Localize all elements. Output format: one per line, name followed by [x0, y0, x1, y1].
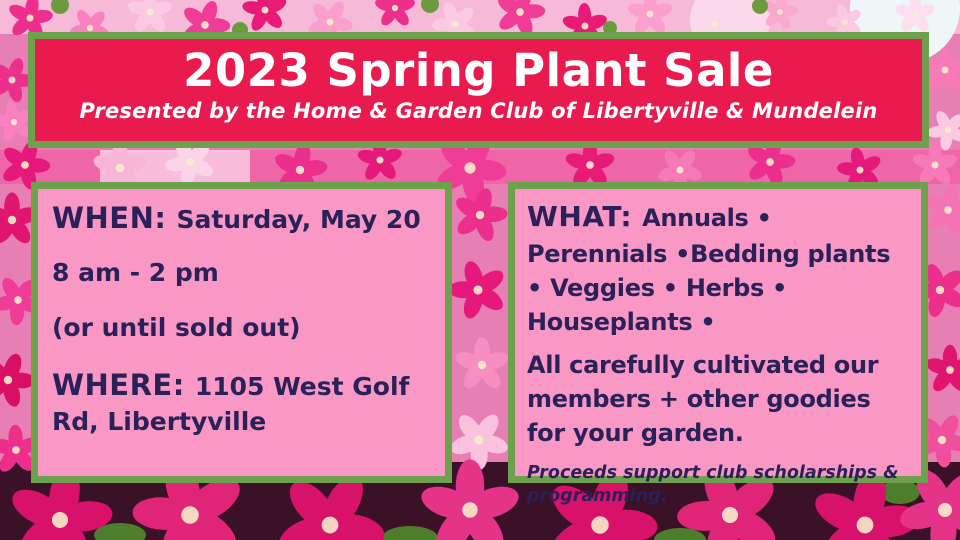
proceeds-note: Proceeds support club scholarships & programming. — [527, 463, 899, 506]
when-label: WHEN: — [52, 201, 167, 235]
what-label: WHAT: — [527, 200, 633, 233]
where-value: 1105 West Golf Rd, Libertyville — [52, 372, 410, 436]
what-items: Annuals • Perennials •Bedding plants • Veggies • Herbs • Houseplants • — [527, 204, 891, 336]
availability-note: (or until sold out) — [52, 313, 301, 343]
what-box — [508, 182, 928, 506]
time-line: 8 am - 2 pm — [52, 258, 219, 288]
where-line — [52, 366, 431, 437]
when-where-box — [31, 182, 452, 483]
when-line — [52, 199, 431, 237]
when-value: Saturday, May 20 — [176, 205, 421, 234]
what-description: All carefully cultivated our members + other goodies for your garden. — [527, 350, 879, 448]
title-banner — [28, 32, 929, 148]
flyer-subtitle: Presented by the Home & Garden Club of Libertyville & Mundelein — [79, 98, 878, 123]
what-line — [527, 197, 909, 339]
where-label: WHERE: — [52, 368, 185, 403]
flyer-title: 2023 Spring Plant Sale — [183, 44, 774, 97]
